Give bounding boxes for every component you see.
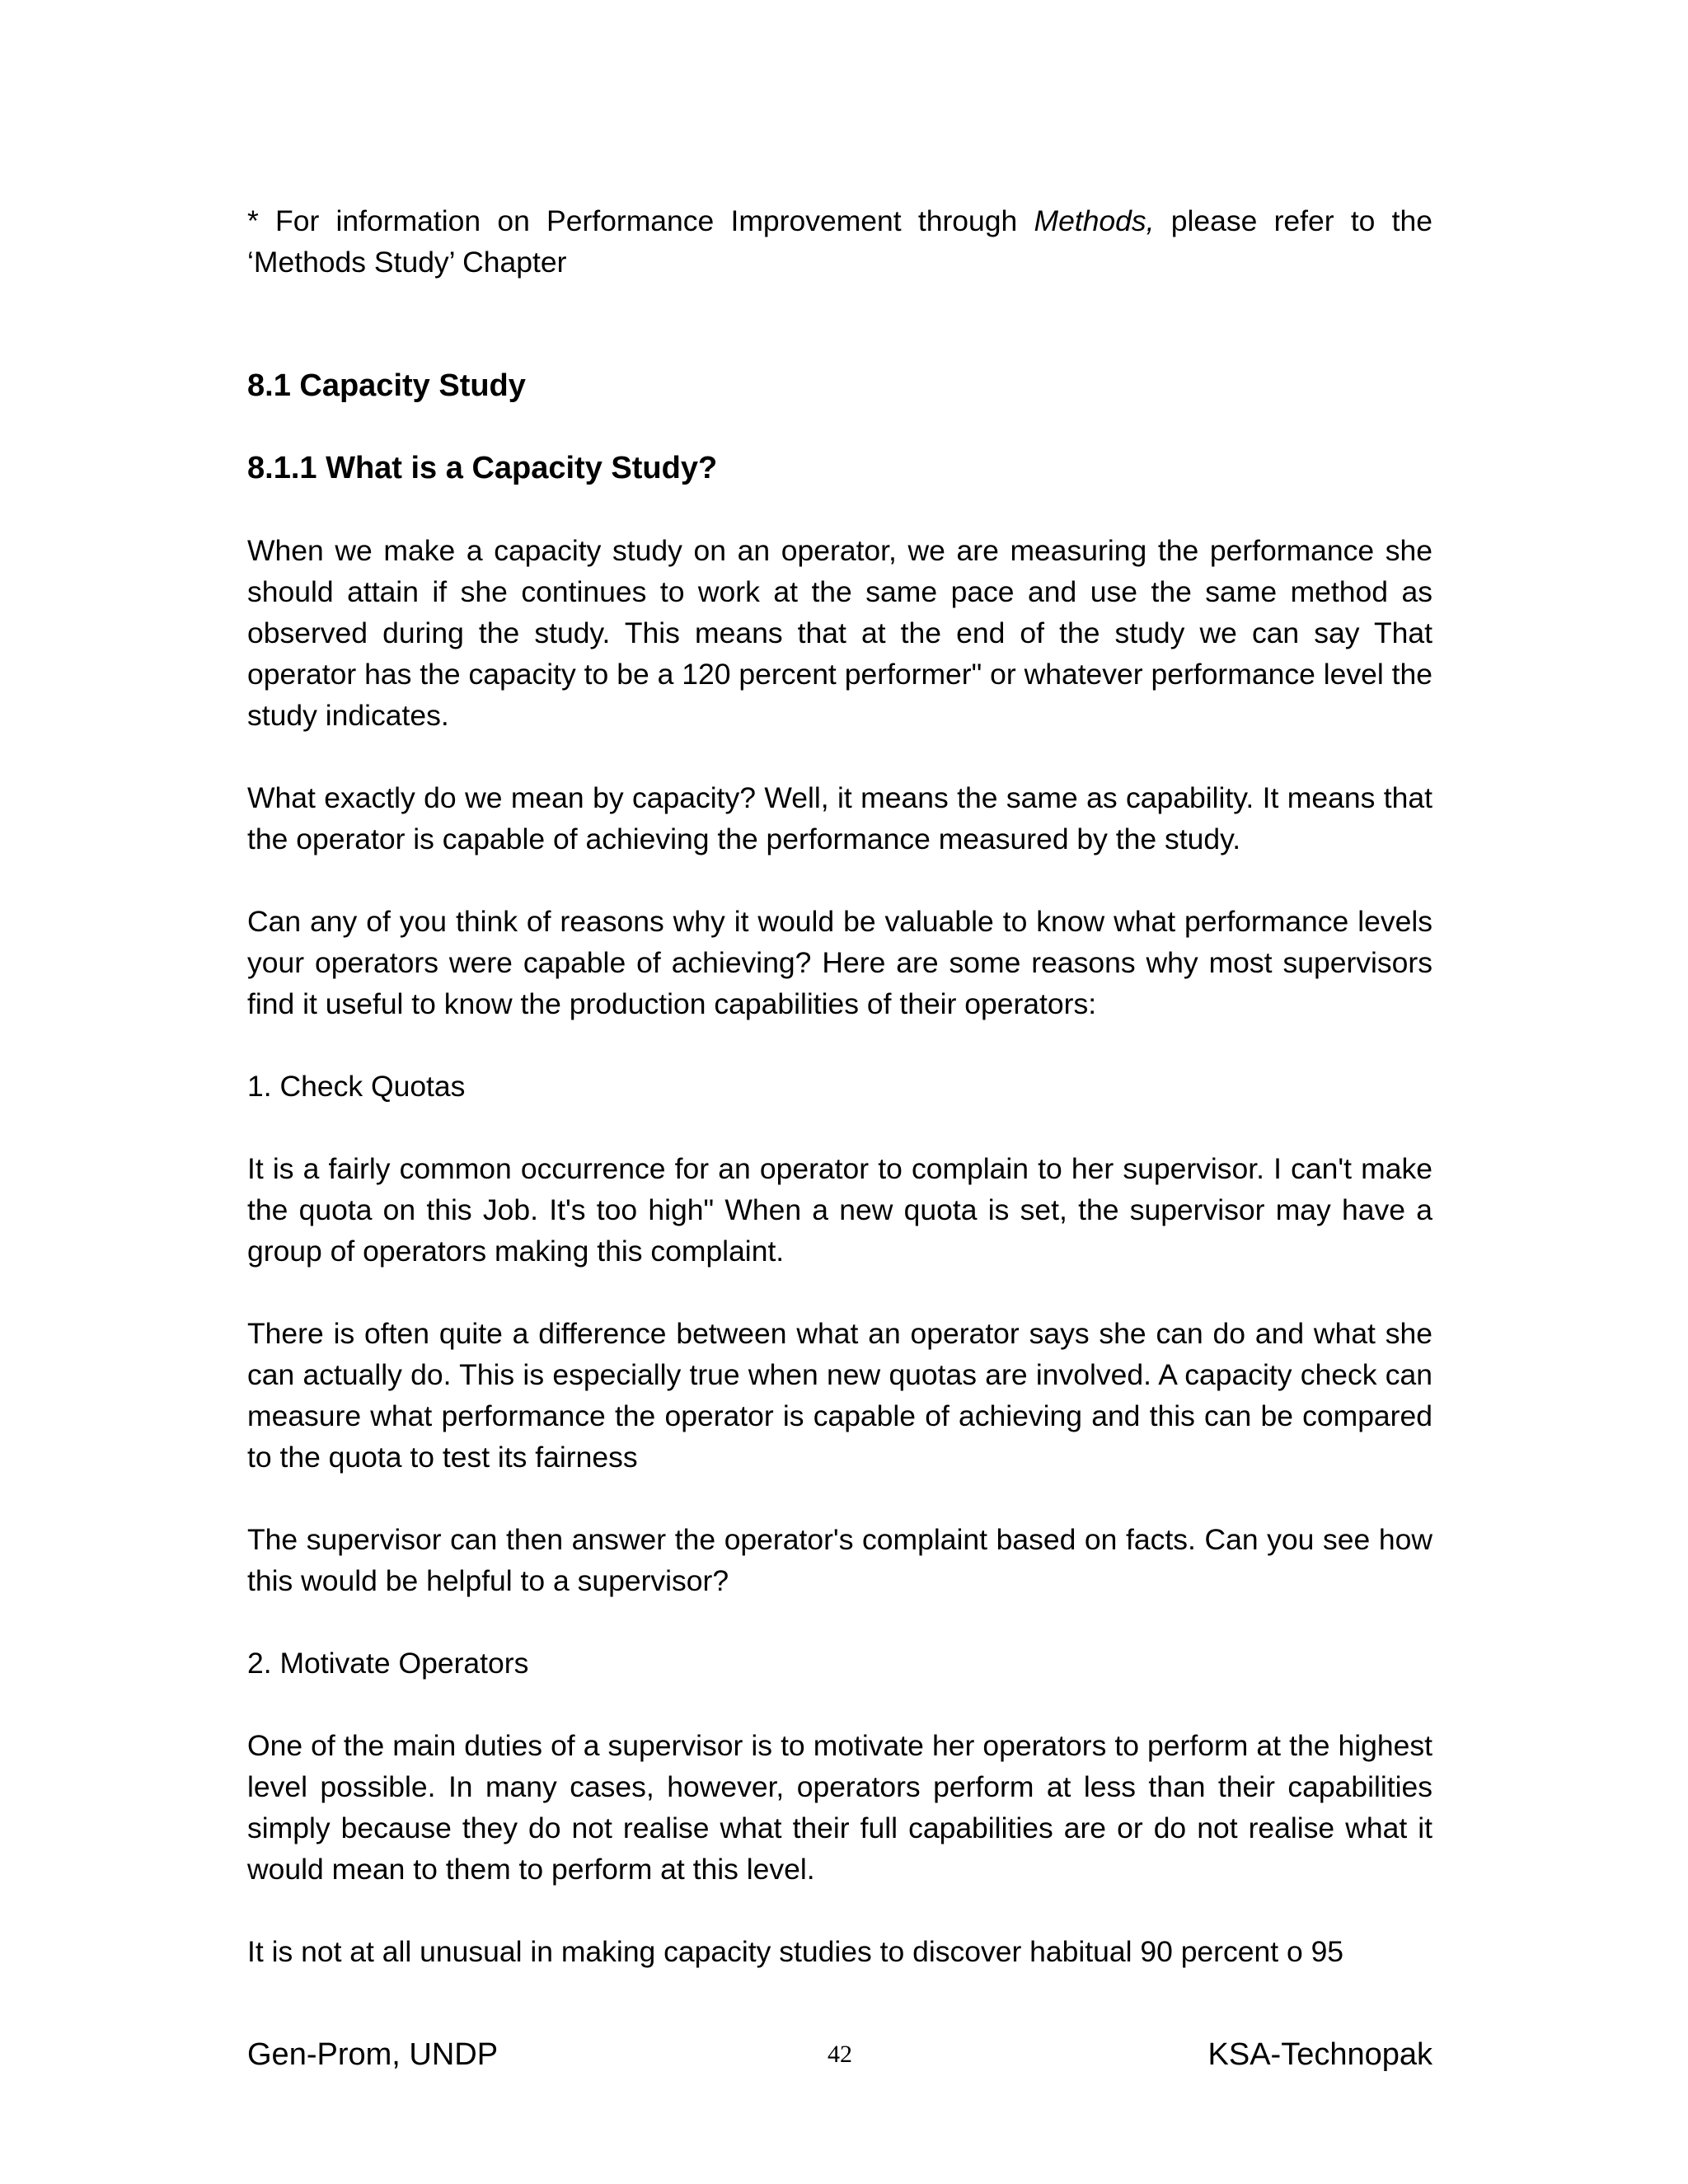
paragraph-capacity-check: There is often quite a difference between what an operator says she can do and what she can actually do. This is especially true when new quotas are involved. A capacity check can measure what performance the operator is capable of achieving and this can be compared to the quota to test its fairness <box>247 1317 1432 1474</box>
paragraph-capacity-definition: When we make a capacity study on an operator, we are measuring the performance she should attain if she continues to work at the same pace and use the same method as observed during the study. This means that at the end of the study we can say That operator has the capacity to be a 120 percent performer" or whatever performance level the study indicates. <box>247 534 1432 732</box>
section-heading: 8.1 Capacity Study <box>247 368 526 403</box>
page-number: 42 <box>828 2041 852 2068</box>
paragraph-habitual-performance: It is not at all unusual in making capacity studies to discover habitual 90 percent o 95 <box>247 1935 1344 1968</box>
page-content <box>247 200 1432 1972</box>
list-heading-check-quotas: 1. Check Quotas <box>247 1070 466 1103</box>
paragraph-supervisor-answer: The supervisor can then answer the operator's complaint based on facts. Can you see how this would be helpful to a supervisor? <box>247 1523 1432 1597</box>
list-heading-motivate-operators: 2. Motivate Operators <box>247 1647 529 1680</box>
footer-company: KSA-Technopak <box>1207 2037 1432 2072</box>
note-emphasis: Methods, <box>1034 204 1155 237</box>
page-footer <box>247 2034 1432 2075</box>
subsection-heading: 8.1.1 What is a Capacity Study? <box>247 451 718 485</box>
paragraph-quota-complaint: It is a fairly common occurrence for an operator to complain to her supervisor. I can't make the quota on this Job. It's too high" When a new quota is set, the supervisor may have a group of operators making this complaint. <box>247 1152 1432 1268</box>
reference-note <box>247 200 1432 283</box>
note-suffix: please refer to the ‘Methods Study’ Chapter <box>247 204 1432 279</box>
paragraph-reasons-intro: Can any of you think of reasons why it would be valuable to know what performance levels your operators were capable of achieving? Here are some reasons why most supervisors find it useful to know the production capabilities of their operators: <box>247 905 1432 1020</box>
note-prefix: * For information on Performance Improvement through <box>247 204 1034 237</box>
paragraph-capacity-meaning: What exactly do we mean by capacity? Well, it means the same as capability. It means that the operator is capable of achieving the performance measured by the study. <box>247 781 1432 855</box>
footer-organization: Gen-Prom, UNDP <box>247 2037 499 2072</box>
paragraph-motivation: One of the main duties of a supervisor is to motivate her operators to perform at the highest level possible. In many cases, however, operators perform at less than their capabilities simply because they do not realise what their full capabilities are or do not realise what it would mean to them to perform at this level. <box>247 1729 1432 1886</box>
